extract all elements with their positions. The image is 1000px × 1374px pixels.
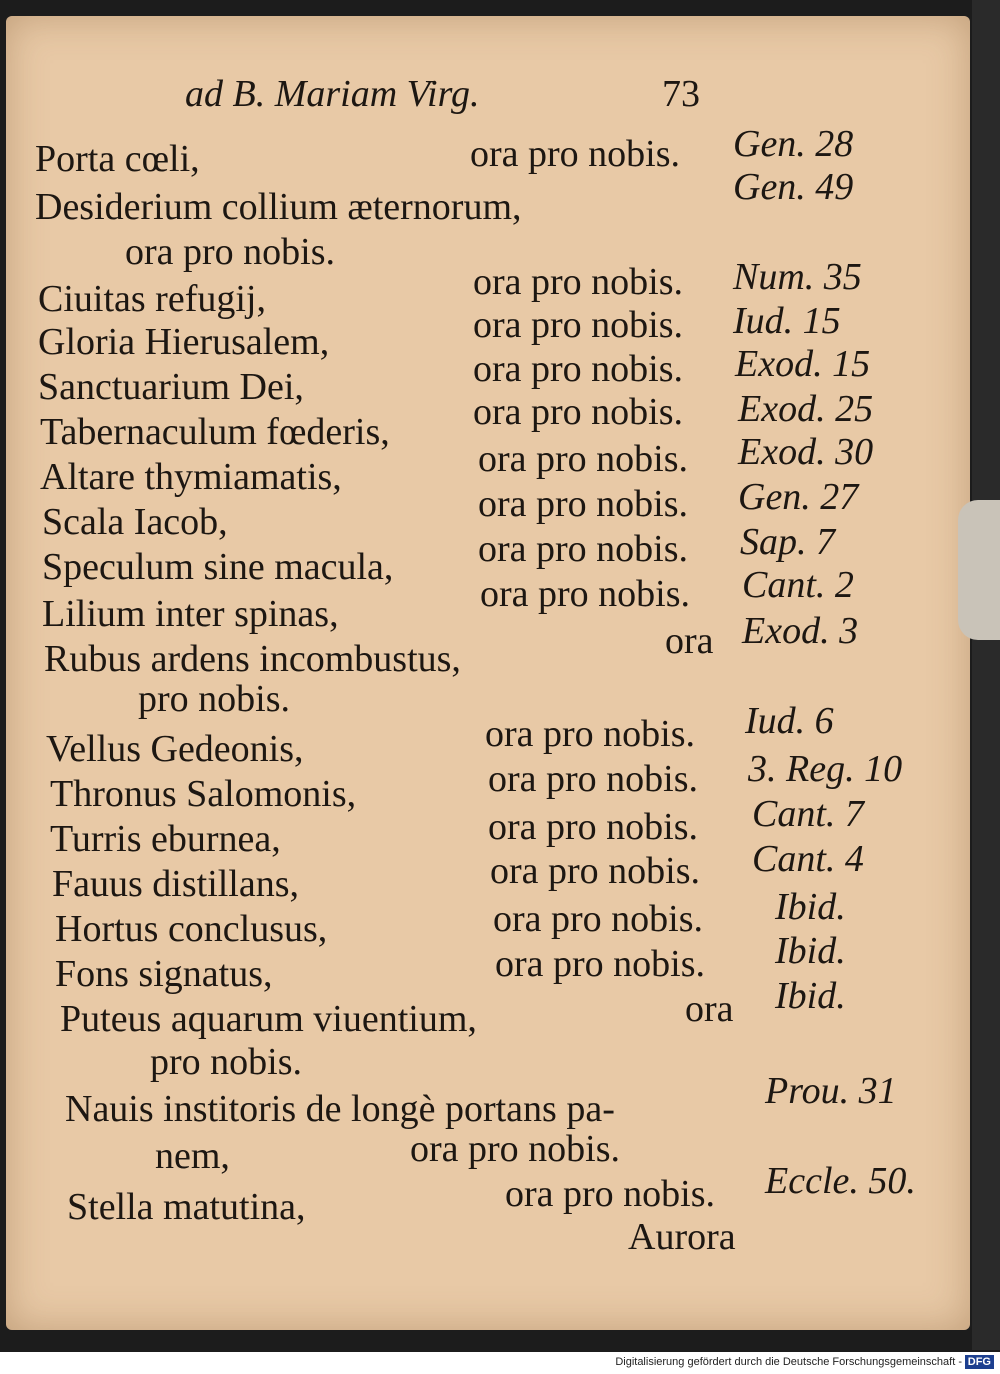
ora-pro-nobis: ora pro nobis.: [473, 391, 684, 433]
litany-line: Sanctuarium Dei,: [38, 366, 304, 408]
litany-line: pro nobis.: [138, 678, 290, 720]
litany-line: Scala Iacob,: [42, 501, 228, 543]
scripture-ref: Exod. 30: [738, 431, 874, 473]
scripture-ref: Cant. 2: [742, 564, 854, 606]
ora-pro-nobis: ora pro nobis.: [410, 1128, 621, 1170]
scripture-ref: Exod. 3: [742, 610, 859, 652]
litany-line: ora pro nobis.: [125, 231, 336, 273]
ora-pro-nobis: ora: [685, 988, 734, 1030]
scripture-ref: Eccle. 50.: [765, 1160, 916, 1202]
funding-note: Digitalisierung gefördert durch die Deutsche Forschungsgemeinschaft -: [615, 1356, 962, 1368]
litany-line: Desiderium collium æternorum,: [35, 186, 522, 228]
ora-pro-nobis: ora pro nobis.: [480, 573, 691, 615]
running-header: ad B. Mariam Virg.: [185, 73, 480, 115]
ora-pro-nobis: ora pro nobis.: [485, 713, 696, 755]
ora-pro-nobis: ora pro nobis.: [473, 304, 684, 346]
scripture-ref: Iud. 15: [733, 300, 841, 342]
litany-line: Stella matutina,: [67, 1186, 306, 1228]
scripture-ref: Sap. 7: [740, 521, 835, 563]
ora-pro-nobis: ora pro nobis.: [478, 438, 689, 480]
litany-line: Nauis institoris de longè portans pa-: [65, 1088, 615, 1130]
scripture-ref: Cant. 4: [752, 838, 864, 880]
scripture-ref: Ibid.: [775, 886, 846, 928]
ora-pro-nobis: ora pro nobis.: [495, 943, 706, 985]
litany-line: Speculum sine macula,: [42, 546, 394, 588]
litany-line: Fons signatus,: [55, 953, 273, 995]
litany-line: Lilium inter spinas,: [42, 593, 339, 635]
ora-pro-nobis: ora pro nobis.: [470, 133, 681, 175]
scripture-ref: Cant. 7: [752, 793, 864, 835]
scripture-ref: Gen. 27: [738, 476, 859, 518]
ora-pro-nobis: ora pro nobis.: [488, 758, 699, 800]
scripture-ref: Gen. 49: [733, 166, 854, 208]
ora-pro-nobis: ora: [665, 620, 714, 662]
catchword: Aurora: [628, 1216, 736, 1258]
litany-line: Tabernaculum fœderis,: [40, 411, 390, 453]
scripture-ref: Iud. 6: [745, 700, 834, 742]
scripture-ref: Ibid.: [775, 930, 846, 972]
scripture-ref: Exod. 15: [735, 343, 871, 385]
litany-line: Rubus ardens incombustus,: [44, 638, 461, 680]
ora-pro-nobis: ora pro nobis.: [473, 261, 684, 303]
litany-line: Vellus Gedeonis,: [46, 728, 304, 770]
scripture-ref: Exod. 25: [738, 388, 874, 430]
litany-line: Porta cœli,: [35, 138, 200, 180]
dfg-logo: DFG: [965, 1355, 994, 1369]
litany-line: Gloria Hierusalem,: [38, 321, 330, 363]
ora-pro-nobis: ora pro nobis.: [490, 850, 701, 892]
scripture-ref: Ibid.: [775, 975, 846, 1017]
page-number: 73: [662, 73, 700, 115]
litany-line: Thronus Salomonis,: [50, 773, 357, 815]
page-clip: [958, 500, 1000, 640]
book-edge: [972, 0, 1000, 1350]
litany-line: pro nobis.: [150, 1041, 302, 1083]
litany-line: Hortus conclusus,: [55, 908, 328, 950]
litany-line: Fauus distillans,: [52, 863, 300, 905]
scripture-ref: Prou. 31: [765, 1070, 897, 1112]
litany-line: Turris eburnea,: [50, 818, 281, 860]
ora-pro-nobis: ora pro nobis.: [493, 898, 704, 940]
ora-pro-nobis: ora pro nobis.: [488, 806, 699, 848]
ora-pro-nobis: ora pro nobis.: [478, 483, 689, 525]
scripture-ref: Num. 35: [733, 256, 862, 298]
ora-pro-nobis: ora pro nobis.: [505, 1173, 716, 1215]
scripture-ref: Gen. 28: [733, 123, 854, 165]
ora-pro-nobis: ora pro nobis.: [473, 348, 684, 390]
litany-line: Ciuitas refugij,: [38, 278, 266, 320]
litany-line: Altare thymiamatis,: [40, 456, 342, 498]
ora-pro-nobis: ora pro nobis.: [478, 528, 689, 570]
scripture-ref: 3. Reg. 10: [748, 748, 903, 790]
litany-line: Puteus aquarum viuentium,: [60, 998, 477, 1040]
litany-line: nem,: [155, 1135, 230, 1177]
